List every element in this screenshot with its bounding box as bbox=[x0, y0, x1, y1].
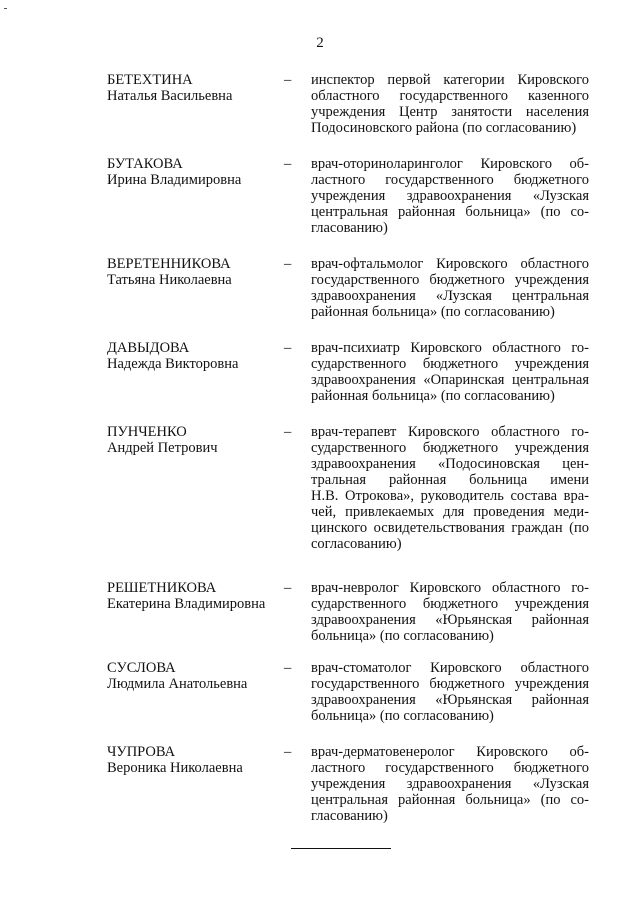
description-line: центральная районная больница» (по со- bbox=[311, 792, 589, 808]
description-line: сударственного бюджетного учреждения bbox=[311, 356, 589, 372]
member-given-names: Надежда Викторовна bbox=[107, 356, 239, 372]
member-surname: ПУНЧЕНКО bbox=[107, 424, 187, 440]
member-name-block bbox=[107, 256, 287, 288]
description-line: чей, привлекаемых для проведения меди- bbox=[311, 504, 589, 520]
description-line: тральная районная больница имени bbox=[311, 472, 589, 488]
member-name-block bbox=[107, 660, 287, 692]
en-dash-separator: – bbox=[284, 72, 292, 88]
closing-rule bbox=[291, 848, 391, 849]
member-given-names: Людмила Анатольевна bbox=[107, 676, 248, 692]
description-line: Подосиновского района (по согласованию) bbox=[311, 120, 577, 136]
page-number: 2 bbox=[316, 35, 324, 51]
member-surname: ВЕРЕТЕННИКОВА bbox=[107, 256, 231, 272]
member-given-names: Татьяна Николаевна bbox=[107, 272, 232, 288]
description-line: учреждения здравоохранения «Лузская bbox=[311, 776, 589, 792]
description-line: гласованию) bbox=[311, 808, 388, 824]
description-line: государственного бюджетного учреждения bbox=[311, 676, 589, 692]
member-given-names: Вероника Николаевна bbox=[107, 760, 243, 776]
description-line: государственного бюджетного учреждения bbox=[311, 272, 589, 288]
description-line: учреждения здравоохранения «Лузская bbox=[311, 188, 589, 204]
member-position-description bbox=[311, 424, 589, 552]
description-line: врач-оториноларинголог Кировского об- bbox=[311, 156, 589, 172]
description-line: здравоохранения «Юрьянская районная bbox=[311, 612, 589, 628]
description-line: здравоохранения «Лузская центральная bbox=[311, 288, 589, 304]
description-line: сударственного бюджетного учреждения bbox=[311, 440, 589, 456]
member-surname: ЧУПРОВА bbox=[107, 744, 176, 760]
scan-mark bbox=[4, 8, 7, 9]
description-line: районная больница» (по согласованию) bbox=[311, 388, 555, 404]
member-surname: БЕТЕХТИНА bbox=[107, 72, 193, 88]
description-line: врач-невролог Кировского областного го- bbox=[311, 580, 589, 596]
member-position-description bbox=[311, 256, 589, 320]
description-line: центральная районная больница» (по со- bbox=[311, 204, 589, 220]
description-line: врач-психиатр Кировского областного го- bbox=[311, 340, 589, 356]
member-position-description bbox=[311, 340, 589, 404]
description-line: ластного государственного бюджетного bbox=[311, 172, 589, 188]
description-line: согласованию) bbox=[311, 536, 402, 552]
description-line: врач-терапевт Кировского областного го- bbox=[311, 424, 589, 440]
member-position-description bbox=[311, 580, 589, 644]
en-dash-separator: – bbox=[284, 340, 292, 356]
member-name-block bbox=[107, 424, 287, 456]
description-line: Н.В. Отрокова», руководитель состава вра- bbox=[311, 488, 589, 504]
description-line: врач-стоматолог Кировского областного bbox=[311, 660, 589, 676]
description-line: врач-дерматовенеролог Кировского об- bbox=[311, 744, 589, 760]
en-dash-separator: – bbox=[284, 256, 292, 272]
member-name-block bbox=[107, 72, 287, 104]
description-line: учреждения Центр занятости населения bbox=[311, 104, 589, 120]
description-line: гласованию) bbox=[311, 220, 388, 236]
member-position-description bbox=[311, 660, 589, 724]
description-line: ластного государственного бюджетного bbox=[311, 760, 589, 776]
member-surname: СУСЛОВА bbox=[107, 660, 176, 676]
member-surname: ДАВЫДОВА bbox=[107, 340, 190, 356]
description-line: районная больница» (по согласованию) bbox=[311, 304, 555, 320]
description-line: больница» (по согласованию) bbox=[311, 628, 494, 644]
member-position-description bbox=[311, 72, 589, 136]
en-dash-separator: – bbox=[284, 744, 292, 760]
member-name-block bbox=[107, 156, 287, 188]
en-dash-separator: – bbox=[284, 156, 292, 172]
member-given-names: Екатерина Владимировна bbox=[107, 596, 266, 612]
description-line: здравоохранения «Юрьянская районная bbox=[311, 692, 589, 708]
description-line: врач-офтальмолог Кировского областного bbox=[311, 256, 589, 272]
en-dash-separator: – bbox=[284, 660, 292, 676]
member-surname: РЕШЕТНИКОВА bbox=[107, 580, 217, 596]
member-name-block bbox=[107, 340, 287, 372]
member-surname: БУТАКОВА bbox=[107, 156, 183, 172]
en-dash-separator: – bbox=[284, 580, 292, 596]
member-given-names: Наталья Васильевна bbox=[107, 88, 233, 104]
description-line: больница» (по согласованию) bbox=[311, 708, 494, 724]
description-line: сударственного бюджетного учреждения bbox=[311, 596, 589, 612]
description-line: инспектор первой категории Кировского bbox=[311, 72, 589, 88]
description-line: здравоохранения «Опаринская центральная bbox=[311, 372, 589, 388]
member-name-block bbox=[107, 744, 287, 776]
en-dash-separator: – bbox=[284, 424, 292, 440]
description-line: цинского освидетельствования граждан (по bbox=[311, 520, 589, 536]
member-name-block bbox=[107, 580, 287, 612]
member-given-names: Ирина Владимировна bbox=[107, 172, 242, 188]
member-position-description bbox=[311, 156, 589, 236]
description-line: здравоохранения «Подосиновская цен- bbox=[311, 456, 589, 472]
member-position-description bbox=[311, 744, 589, 824]
description-line: областного государственного казенного bbox=[311, 88, 589, 104]
member-given-names: Андрей Петрович bbox=[107, 440, 218, 456]
